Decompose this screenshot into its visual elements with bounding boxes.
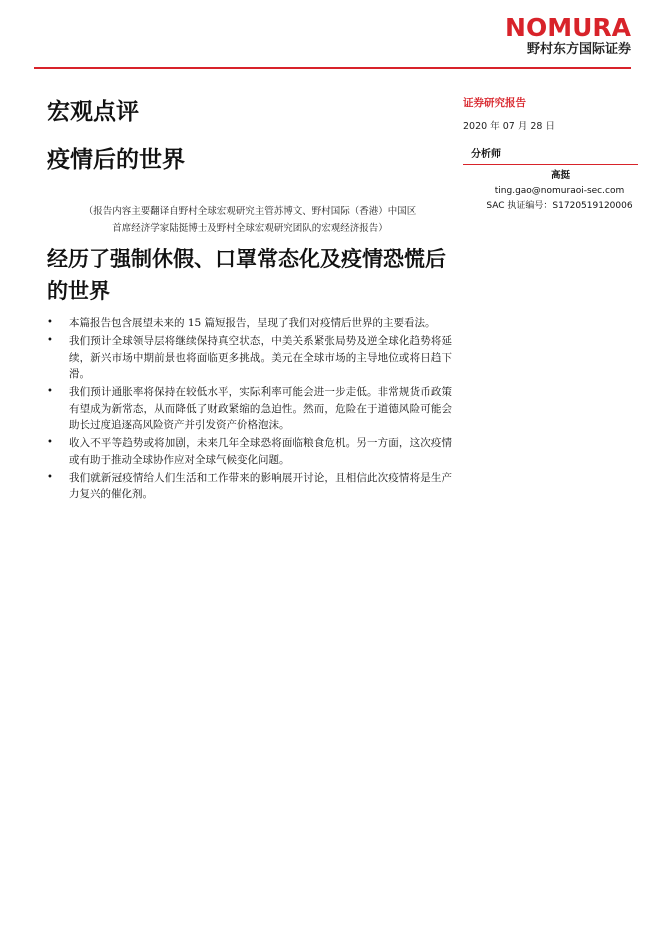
logo-wordmark: NOMURA: [505, 13, 631, 42]
bullet-icon: •: [47, 386, 53, 397]
report-date: 2020 年 07 月 28 日: [463, 121, 555, 132]
source-note: [50, 203, 450, 237]
sidebar: [463, 96, 638, 213]
list-item: [47, 315, 452, 332]
analyst-email: ting.gao@nomuraoi-sec.com: [494, 186, 625, 196]
list-item: [47, 435, 452, 468]
page-title: 疫情后的世界: [47, 146, 185, 173]
analyst-name: 高挺: [550, 170, 570, 181]
source-note-line-1: （报告内容主要翻译自野村全球宏观研究主管苏博文、野村国际（香港）中国区: [83, 206, 417, 217]
header-divider: [34, 67, 631, 69]
list-item: [47, 470, 452, 503]
bullet-icon: •: [47, 471, 53, 483]
logo-subtitle: 野村东方国际证券: [526, 42, 631, 57]
report-headline: 经历了强制休假、口罩常态化及疫情恐慌后的世界: [47, 246, 446, 303]
summary-bullet-list: [47, 315, 452, 504]
analyst-heading: 分析师: [471, 149, 501, 160]
report-type-label: 证券研究报告: [463, 97, 526, 109]
analyst-sac-number: SAC 执证编号：S1720519120006: [486, 201, 633, 211]
list-item: [47, 384, 452, 434]
bullet-text: 收入不平等趋势或将加剧，未来几年全球恐将面临粮食危机。另一方面，这次疫情或有助于推动全球协作应对全球气候变化问题。: [69, 437, 452, 466]
bullet-text: 我们预计通胀率将保持在较低水平，实际利率可能会进一步走低。非常规货币政策有望成为新常态，从而降低了财政紧缩的急迫性。然而，危险在于道德风险可能会助长过度追逐高风险资产并引发资产价格泡沫。: [69, 386, 452, 431]
bullet-text: 本篇报告包含展望未来的 15 篇短报告，呈现了我们对疫情后世界的主要看法。: [69, 317, 436, 329]
bullet-icon: •: [47, 317, 53, 328]
list-item: [47, 333, 452, 383]
bullet-icon: •: [47, 335, 53, 346]
bullet-text: 我们预计全球领导层将继续保持真空状态，中美关系紧张局势及逆全球化趋势将延续，新兴市场中期前景也将面临更多挑战。美元在全球市场的主导地位或将日趋下滑。: [69, 335, 452, 380]
source-note-line-2: 首席经济学家陆挺博士及野村全球宏观研究团队的宏观经济报告）: [112, 223, 388, 234]
bullet-icon: •: [47, 437, 53, 448]
analyst-divider: [463, 164, 638, 165]
nomura-logo: [491, 14, 631, 58]
document-type: 宏观点评: [47, 98, 139, 125]
bullet-text: 我们就新冠疫情给人们生活和工作带来的影响展开讨论，且相信此次疫情将是生产力复兴的催化剂。: [69, 471, 452, 500]
